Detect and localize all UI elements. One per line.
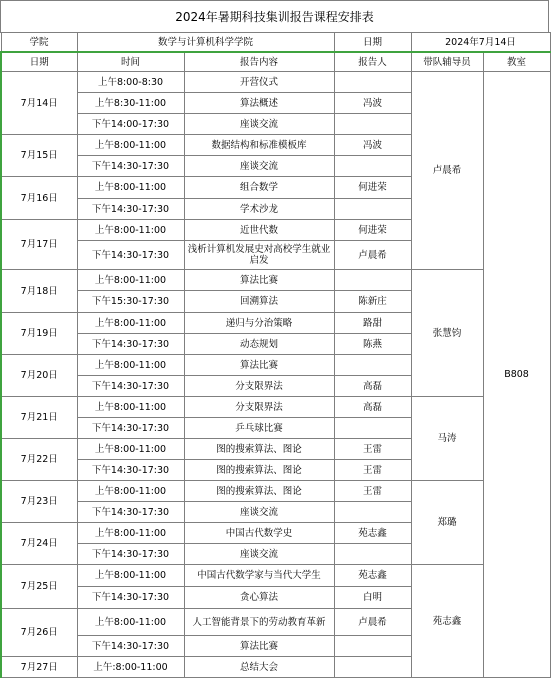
header-row — [1, 52, 550, 72]
session-speaker — [334, 544, 411, 565]
day-cell: 7月24日 — [1, 523, 77, 565]
session-time: 下午14:30-17:30 — [77, 156, 184, 177]
session-topic: 动态规划 — [184, 334, 334, 355]
table-row — [1, 270, 550, 291]
session-time: 下午14:30-17:30 — [77, 334, 184, 355]
day-cell: 7月20日 — [1, 355, 77, 397]
session-topic: 近世代数 — [184, 220, 334, 241]
session-speaker: 陈新庄 — [334, 291, 411, 313]
table-row — [1, 72, 550, 93]
session-speaker: 冯波 — [334, 135, 411, 156]
session-topic: 图的搜索算法、图论 — [184, 460, 334, 481]
session-speaker: 路甜 — [334, 313, 411, 334]
session-speaker: 高磊 — [334, 376, 411, 397]
date-label: 日期 — [334, 33, 411, 53]
schedule-body — [1, 72, 550, 678]
day-cell: 7月22日 — [1, 439, 77, 481]
session-time: 上午8:00-11:00 — [77, 313, 184, 334]
session-time: 下午14:30-17:30 — [77, 636, 184, 657]
session-speaker — [334, 657, 411, 678]
info-row — [1, 33, 550, 53]
session-time: 上午8:00-11:00 — [77, 565, 184, 587]
session-time: 上午8:00-11:00 — [77, 135, 184, 156]
header-time: 时间 — [77, 52, 184, 72]
day-cell: 7月23日 — [1, 481, 77, 523]
session-time: 上午8:00-11:00 — [77, 481, 184, 502]
session-speaker — [334, 72, 411, 93]
day-cell: 7月19日 — [1, 313, 77, 355]
session-speaker — [334, 270, 411, 291]
session-time: 下午14:30-17:30 — [77, 199, 184, 220]
day-cell: 7月21日 — [1, 397, 77, 439]
session-time: 下午14:30-17:30 — [77, 502, 184, 523]
day-cell: 7月15日 — [1, 135, 77, 177]
session-time: 下午14:30-17:30 — [77, 587, 184, 609]
session-topic: 学术沙龙 — [184, 199, 334, 220]
session-speaker: 王雷 — [334, 481, 411, 502]
session-speaker: 卢晨希 — [334, 609, 411, 636]
session-topic: 回溯算法 — [184, 291, 334, 313]
session-topic: 数据结构和标准模板库 — [184, 135, 334, 156]
session-time: 上午8:00-11:00 — [77, 439, 184, 460]
session-topic: 乒乓球比赛 — [184, 418, 334, 439]
session-speaker: 苑志鑫 — [334, 523, 411, 544]
table-row — [1, 565, 550, 587]
header-date: 日期 — [1, 52, 77, 72]
session-topic: 算法概述 — [184, 93, 334, 114]
session-topic: 算法比赛 — [184, 636, 334, 657]
header-speaker: 报告人 — [334, 52, 411, 72]
session-time: 上午8:00-11:00 — [77, 220, 184, 241]
session-time: 下午14:30-17:30 — [77, 544, 184, 565]
session-topic: 浅析计算机发展史对高校学生就业启发 — [184, 241, 334, 270]
session-topic: 图的搜索算法、图论 — [184, 481, 334, 502]
guide-cell: 苑志鑫 — [411, 565, 483, 678]
room-cell: B808 — [483, 72, 550, 678]
day-cell: 7月16日 — [1, 177, 77, 220]
session-speaker: 卢晨希 — [334, 241, 411, 270]
session-topic: 算法比赛 — [184, 355, 334, 376]
session-topic: 组合数学 — [184, 177, 334, 199]
day-cell: 7月17日 — [1, 220, 77, 270]
header-guide: 带队辅导员 — [411, 52, 483, 72]
session-topic: 算法比赛 — [184, 270, 334, 291]
session-time: 下午14:30-17:30 — [77, 460, 184, 481]
session-time: 上午8:00-11:00 — [77, 177, 184, 199]
session-topic: 人工智能背景下的劳动教育革新 — [184, 609, 334, 636]
day-cell: 7月18日 — [1, 270, 77, 313]
session-time: 下午15:30-17:30 — [77, 291, 184, 313]
session-topic: 分支限界法 — [184, 376, 334, 397]
session-speaker: 冯波 — [334, 93, 411, 114]
session-topic: 总结大会 — [184, 657, 334, 678]
session-time: 下午14:30-17:30 — [77, 376, 184, 397]
session-time: 上午8:00-11:00 — [77, 609, 184, 636]
session-topic: 中国古代数学史 — [184, 523, 334, 544]
session-time: 上午8:00-11:00 — [77, 355, 184, 376]
session-speaker — [334, 355, 411, 376]
session-topic: 贪心算法 — [184, 587, 334, 609]
guide-cell: 马涛 — [411, 397, 483, 481]
session-time: 下午14:30-17:30 — [77, 241, 184, 270]
guide-cell: 卢晨希 — [411, 72, 483, 270]
session-speaker: 王雷 — [334, 460, 411, 481]
session-speaker — [334, 636, 411, 657]
session-speaker — [334, 418, 411, 439]
header-topic: 报告内容 — [184, 52, 334, 72]
session-time: 下午14:00-17:30 — [77, 114, 184, 135]
college-value: 数学与计算机科学学院 — [77, 33, 334, 53]
session-time: 上午8:00-8:30 — [77, 72, 184, 93]
session-topic: 开营仪式 — [184, 72, 334, 93]
guide-cell: 郑璐 — [411, 481, 483, 565]
session-time: 上午8:00-11:00 — [77, 270, 184, 291]
session-topic: 座谈交流 — [184, 156, 334, 177]
session-topic: 递归与分治策略 — [184, 313, 334, 334]
session-topic: 分支限界法 — [184, 397, 334, 418]
session-speaker — [334, 502, 411, 523]
session-speaker: 白明 — [334, 587, 411, 609]
session-speaker — [334, 156, 411, 177]
sheet-title: 2024年暑期科技集训报告课程安排表 — [0, 0, 549, 33]
day-cell: 7月14日 — [1, 72, 77, 135]
college-label: 学院 — [1, 33, 77, 53]
session-topic: 图的搜索算法、图论 — [184, 439, 334, 460]
session-speaker: 何进荣 — [334, 177, 411, 199]
session-speaker: 陈燕 — [334, 334, 411, 355]
session-speaker — [334, 199, 411, 220]
session-topic: 座谈交流 — [184, 502, 334, 523]
session-time: 上午8:00-11:00 — [77, 523, 184, 544]
session-topic: 座谈交流 — [184, 544, 334, 565]
session-topic: 座谈交流 — [184, 114, 334, 135]
date-value: 2024年7月14日 — [411, 33, 550, 53]
session-speaker: 王雷 — [334, 439, 411, 460]
session-time: 上午8:00-11:00 — [77, 397, 184, 418]
guide-cell: 张慧钧 — [411, 270, 483, 397]
session-time: 上午:8:00-11:00 — [77, 657, 184, 678]
session-speaker: 苑志鑫 — [334, 565, 411, 587]
session-time: 上午8:30-11:00 — [77, 93, 184, 114]
session-speaker: 高磊 — [334, 397, 411, 418]
day-cell: 7月26日 — [1, 609, 77, 657]
schedule-table — [0, 32, 551, 678]
header-room: 教室 — [483, 52, 550, 72]
session-topic: 中国古代数学家与当代大学生 — [184, 565, 334, 587]
table-row — [1, 481, 550, 502]
table-row — [1, 397, 550, 418]
day-cell: 7月25日 — [1, 565, 77, 609]
day-cell: 7月27日 — [1, 657, 77, 678]
session-speaker: 何进荣 — [334, 220, 411, 241]
session-speaker — [334, 114, 411, 135]
session-time: 下午14:30-17:30 — [77, 418, 184, 439]
